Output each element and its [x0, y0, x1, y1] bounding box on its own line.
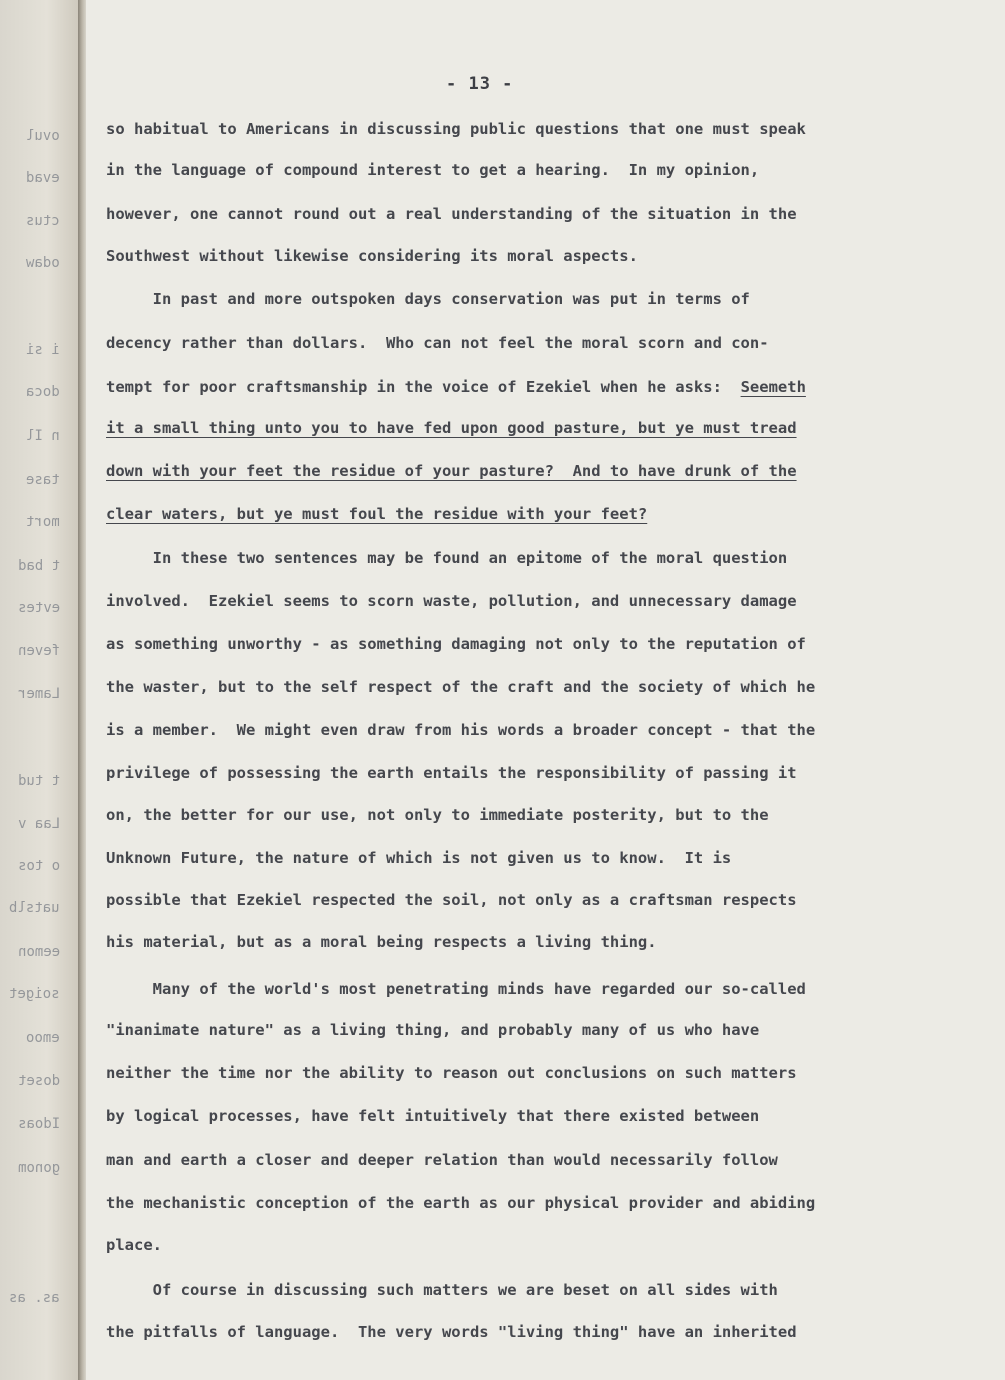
facing-fragment: doca	[26, 384, 60, 400]
facing-fragment: n Il	[26, 428, 60, 444]
facing-fragment: i si	[26, 342, 60, 358]
text-line: neither the time nor the ability to reason out conclusions on such matters	[106, 1064, 797, 1082]
text-line: however, one cannot round out a real understanding of the situation in the	[106, 205, 797, 223]
text-line: in the language of compound interest to get a hearing. In my opinion,	[106, 161, 760, 179]
facing-fragment: soiget	[9, 986, 60, 1002]
facing-fragment: o tos	[17, 858, 60, 874]
text-line: place.	[106, 1236, 162, 1254]
text-line-part: tempt for poor craftsmanship in the voice of Ezekiel when he asks:	[106, 378, 722, 396]
text-line: the mechanistic conception of the earth as our physical provider and abiding	[106, 1194, 816, 1212]
text-line: as something unworthy - as something damaging not only to the reputation of	[106, 635, 806, 653]
facing-fragment: gonom	[17, 1160, 60, 1176]
text-line: Southwest without likewise considering its moral aspects.	[106, 247, 638, 265]
quoted-line: clear waters, but ye must foul the residue with your feet?	[106, 505, 648, 523]
facing-fragment: mort	[26, 514, 60, 530]
facing-page-bleed	[0, 0, 78, 1380]
facing-fragment: as. as	[9, 1290, 60, 1306]
text-line: "inanimate nature" as a living thing, and probably many of us who have	[106, 1021, 760, 1039]
facing-fragment: ovul	[26, 128, 60, 144]
facing-fragment: uatslb	[9, 900, 60, 916]
quoted-line: it a small thing unto you to have fed upon good pasture, but ye must tread	[106, 419, 797, 437]
text-line: by logical processes, have felt intuitively that there existed between	[106, 1107, 760, 1125]
quote-start-word: Seemeth	[740, 378, 806, 396]
facing-fragment: Lamer	[17, 686, 60, 702]
text-line: decency rather than dollars. Who can not feel the moral scorn and con-	[106, 334, 769, 352]
facing-fragment: evad	[26, 170, 60, 186]
facing-fragment: t bad	[17, 558, 60, 574]
facing-fragment: Laa v	[17, 816, 60, 832]
text-line: Unknown Future, the nature of which is not given us to know. It is	[106, 849, 732, 867]
facing-fragment: tase	[26, 472, 60, 488]
text-line: possible that Ezekiel respected the soil, not only as a craftsman respects	[106, 891, 797, 909]
facing-fragment: Idoas	[17, 1116, 60, 1132]
text-line	[106, 380, 986, 396]
text-line: Many of the world's most penetrating minds have regarded our so-called	[106, 980, 806, 998]
text-line: on, the better for our use, not only to immediate posterity, but to the	[106, 806, 769, 824]
text-line: involved. Ezekiel seems to scorn waste, pollution, and unnecessary damage	[106, 592, 797, 610]
text-line: man and earth a closer and deeper relation than would necessarily follow	[106, 1151, 778, 1169]
text-line: In past and more outspoken days conservation was put in terms of	[106, 290, 750, 308]
text-line: privilege of possessing the earth entails the responsibility of passing it	[106, 764, 797, 782]
text-line: Of course in discussing such matters we are beset on all sides with	[106, 1281, 778, 1299]
text-line: the pitfalls of language. The very words "living thing" have an inherited	[106, 1323, 797, 1341]
quoted-line: down with your feet the residue of your pasture? And to have drunk of the	[106, 462, 797, 480]
typescript-page	[86, 0, 1005, 1380]
text-line: so habitual to Americans in discussing public questions that one must speak	[106, 120, 806, 138]
text-line: his material, but as a moral being respects a living thing.	[106, 933, 657, 951]
facing-fragment: emoo	[26, 1030, 60, 1046]
book-gutter	[78, 0, 86, 1380]
text-line: the waster, but to the self respect of the craft and the society of which he	[106, 678, 816, 696]
facing-fragment: feven	[17, 643, 60, 659]
facing-fragment: doset	[17, 1073, 60, 1089]
facing-fragment: eemon	[17, 944, 60, 960]
facing-fragment: evtes	[17, 600, 60, 616]
page-number: - 13 -	[446, 74, 514, 94]
text-line: In these two sentences may be found an epitome of the moral question	[106, 549, 788, 567]
facing-fragment: odaw	[26, 255, 60, 271]
facing-fragment: ctus	[26, 213, 60, 229]
facing-fragment: t tud	[17, 773, 60, 789]
text-line: is a member. We might even draw from his words a broader concept - that the	[106, 721, 816, 739]
